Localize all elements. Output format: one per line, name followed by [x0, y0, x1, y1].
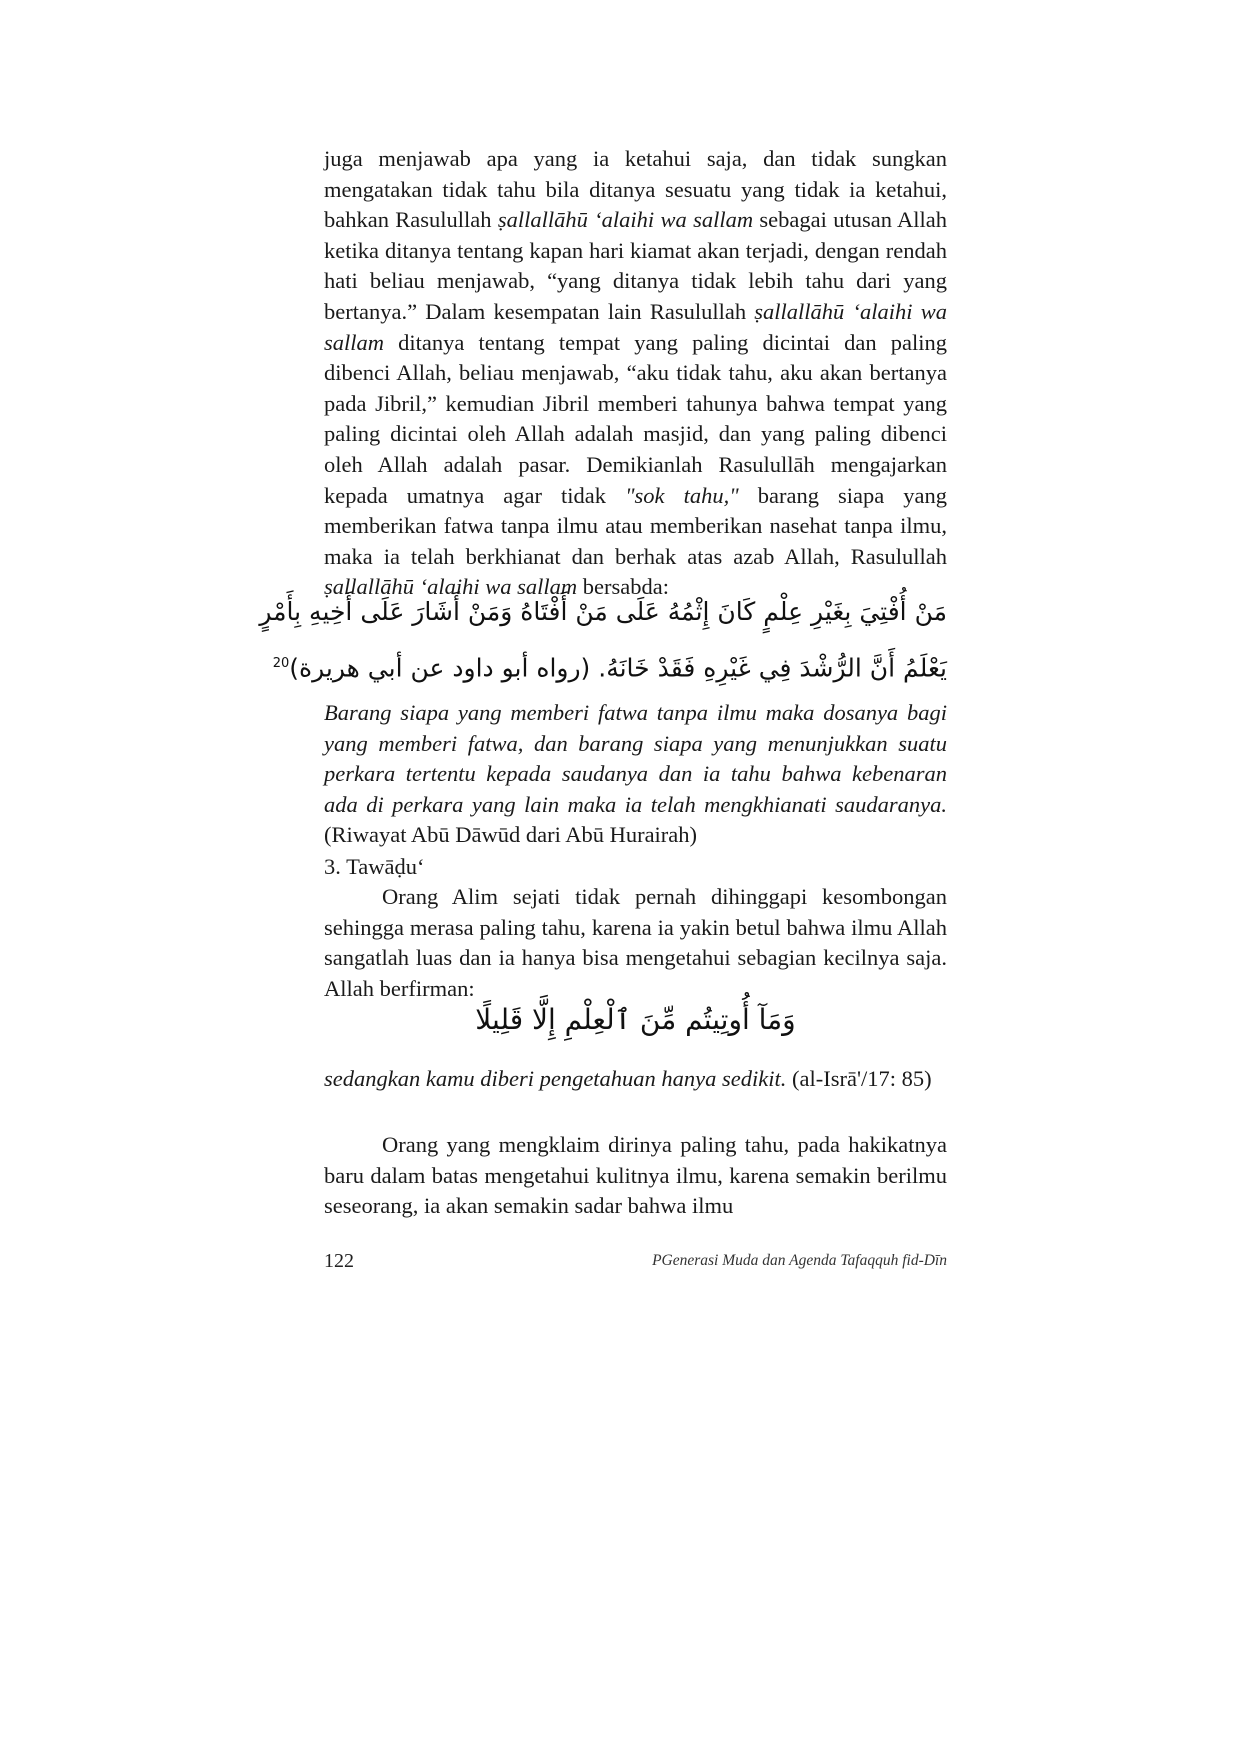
section-heading: 3. Tawāḍu‘: [324, 854, 425, 879]
hadith-line-2: [272, 638, 947, 694]
honorific-2: ṣallallāhū ‘alaihi wa sallam: [324, 298, 947, 355]
main-paragraph-text-3: ditanya tentang tempat yang paling dicintai dan paling dibenci Allah, beliau menjawab, “aku tidak tahu, aku akan bertanya pada Jibril,” kemudian Jibril memberi tahunya bahwa tempat yang paling dicintai oleh Allah adalah masjid, dan yang paling dibenci oleh Allah adalah pasar. Demikianlah Rasulullāh mengajarkan kepada umatnya agar tidak: [324, 329, 947, 508]
main-paragraph: [324, 144, 947, 603]
hadith-translation-text: Barang siapa yang memberi fatwa tanpa ilmu maka dosanya bagi yang memberi fatwa, dan barang siapa yang menunjukkan suatu perkara tertentu kepada saudanya dan ia tahu bahwa kebenaran ada di perkara yang lain maka ia telah mengkhianati saudaranya.: [324, 700, 947, 817]
footnote-reference[interactable]: 20: [272, 656, 290, 671]
hadith-line-2-text: يَعْلَمُ أَنَّ الرُّشْدَ فِي غَيْرِهِ فَقَدْ خَانَهُ. (رواه أبو داود عن أبي هريرة): [289, 653, 947, 683]
honorific-1: ṣallallāhū ‘alaihi wa sallam: [497, 207, 754, 233]
hadith-source: (Riwayat Abū Dāwūd dari Abū Hurairah): [324, 822, 698, 848]
quran-reference: (al-Isrā'/17: 85): [786, 1066, 932, 1091]
hadith-arabic: [259, 586, 947, 694]
page-number: 122: [324, 1250, 354, 1272]
main-paragraph-text-5: bersabda:: [577, 574, 669, 600]
hadith-line-1: مَنْ أُفْتِيَ بِغَيْرِ عِلْمٍ كَانَ إِثْمُهُ عَلَى مَنْ أَفْتَاهُ وَمَنْ أَشَارَ عَلَى أَخِيهِ بِأَمْرٍ: [259, 597, 947, 626]
quoted-phrase: "sok tahu,": [625, 482, 739, 508]
running-footer-title: PGenerasi Muda dan Agenda Tafaqquh fid-Dīn: [652, 1252, 947, 1269]
paragraph-closing: Orang yang mengklaim dirinya paling tahu, pada hakikatnya baru dalam batas mengetahui kulitnya ilmu, karena semakin berilmu seseorang, ia akan semakin sadar bahwa ilmu: [324, 1132, 947, 1219]
main-paragraph-text-4: barang siapa yang memberikan fatwa tanpa ilmu atau memberikan nasehat tanpa ilmu, maka ia telah berkhianat dan berhak atas azab Allah, Rasulullah: [324, 482, 948, 569]
main-paragraph-text-2: sebagai utusan Allah ketika ditanya tentang kapan hari kiamat akan terjadi, dengan rendah hati beliau menjawab, “yang ditanya tidak lebih tahu dari yang bertanya.” Dalam kesempatan lain Rasulullah: [324, 207, 948, 324]
main-paragraph-text-1: juga menjawab apa yang ia ketahui saja, dan tidak sungkan mengatakan tidak tahu bila ditanya sesuatu yang tidak ia ketahui, bahkan Rasulullah: [324, 146, 947, 233]
quran-verse-arabic: وَمَآ أُوتِيتُم مِّنَ ٱلْعِلْمِ إِلَّا قَلِيلًا: [475, 1003, 796, 1036]
hadith-translation: [324, 698, 947, 851]
quran-translation: [324, 1064, 947, 1095]
quran-translation-text: sedangkan kamu diberi pengetahuan hanya sedikit.: [324, 1066, 787, 1091]
honorific-3: ṣallallāhū ‘alaihi wa sallam: [324, 574, 578, 600]
paragraph-tawadhu: Orang Alim sejati tidak pernah dihinggapi kesombongan sehingga merasa paling tahu, karena ia yakin betul bahwa ilmu Allah sangatlah luas dan ia hanya bisa mengetahui sebagian kecilnya saja. Allah berfirman:: [324, 884, 947, 1001]
